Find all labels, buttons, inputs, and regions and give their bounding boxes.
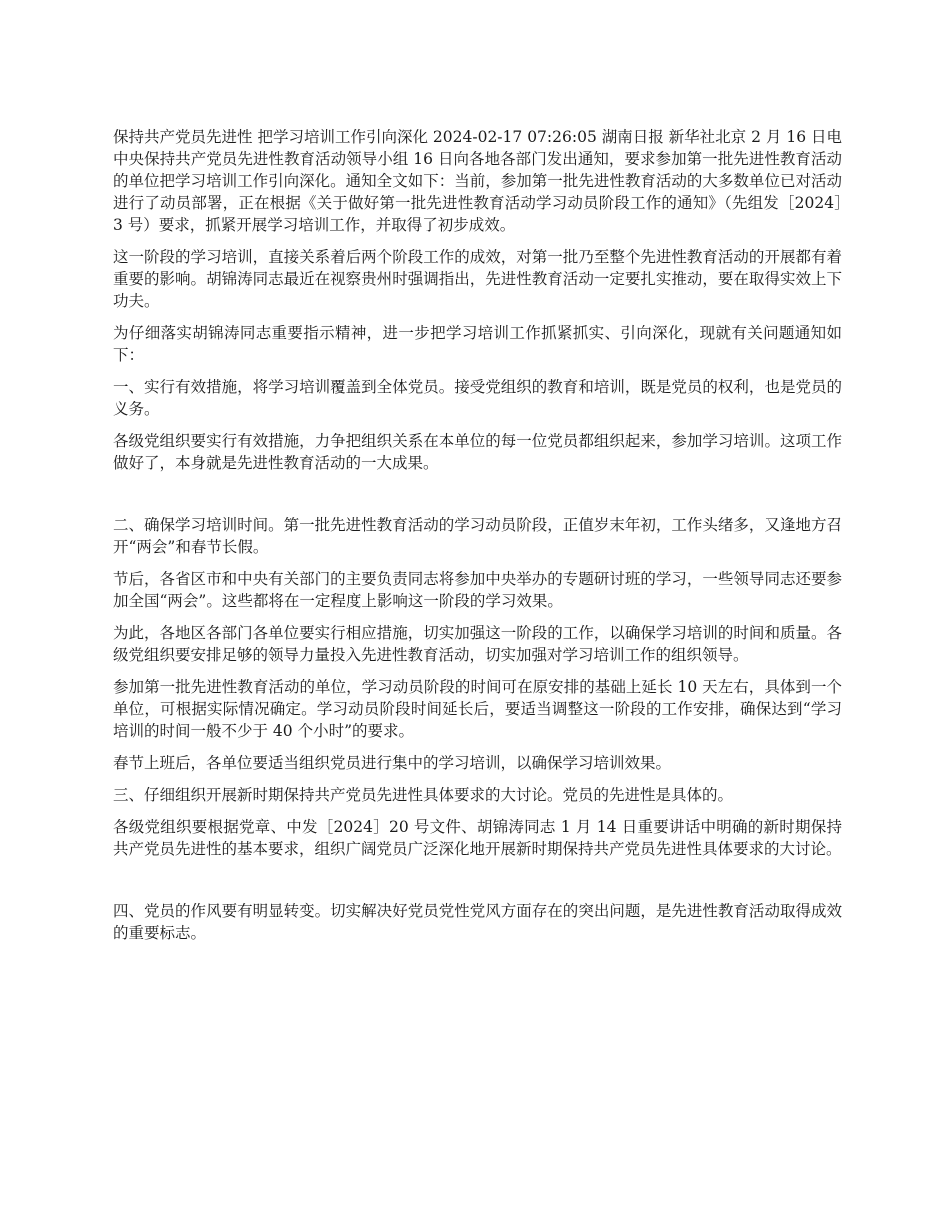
paragraph-section-2-after-festival: 春节上班后，各单位要适当组织党员进行集中的学习培训，以确保学习培训效果。 <box>113 754 672 772</box>
paragraph-spacer <box>113 484 842 514</box>
paragraph-section-1-body: 各级党组织要实行有效措施，力争把组织关系在本单位的每一位党员都组织起来，参加学习培训。这项工作做好了，本身就是先进性教育活动的一大成果。 <box>113 432 842 472</box>
paragraph-section-2-after-holiday: 节后，各省区市和中央有关部门的主要负责同志将参加中央举办的专题研讨班的学习，一些领导同志还要参加全国“两会”。这些都将在一定程度上影响这一阶段的学习效果。 <box>113 570 842 610</box>
paragraph-section-2-extension: 参加第一批先进性教育活动的单位，学习动员阶段的时间可在原安排的基础上延长 10 天左右，具体到一个单位，可根据实际情况确定。学习动员阶段时间延长后，要适当调整这一阶段的工作安排，确保达到“学习培训的时间一般不少于 40 个小时”的要求。 <box>113 678 842 740</box>
paragraph-stage-importance: 这一阶段的学习培训，直接关系着后两个阶段工作的成效，对第一批乃至整个先进性教育活动的开展都有着重要的影响。胡锦涛同志最近在视察贵州时强调指出，先进性教育活动一定要扎实推动，要在取得实效上下功夫。 <box>113 248 842 310</box>
paragraph-section-3-heading: 三、仔细组织开展新时期保持共产党员先进性具体要求的大讨论。党员的先进性是具体的。 <box>113 786 734 804</box>
document-body <box>113 126 842 954</box>
paragraph-spacer <box>113 870 842 900</box>
paragraph-notice-lead: 为仔细落实胡锦涛同志重要指示精神，进一步把学习培训工作抓紧抓实、引向深化，现就有关问题通知如下： <box>113 324 842 364</box>
paragraph-section-1-heading: 一、实行有效措施，将学习培训覆盖到全体党员。接受党组织的教育和培训，既是党员的权利，也是党员的义务。 <box>113 378 842 418</box>
paragraph-section-2-heading: 二、确保学习培训时间。第一批先进性教育活动的学习动员阶段，正值岁末年初，工作头绪多，又逢地方召开“两会”和春节长假。 <box>113 516 842 556</box>
paragraph-intro: 保持共产党员先进性 把学习培训工作引向深化 2024-02-17 07:26:05 湖南日报 新华社北京 2 月 16 日电 中央保持共产党员先进性教育活动领导小组 16 日向各地各部门发出通知，要求参加第一批先进性教育活动的单位把学习培训工作引向深化。通知全文如下：当前，参加第一批先进性教育活动的大多数单位已对活动进行了动员部署，正在根据《关于做好第一批先进性教育活动学习动员阶段工作的通知》（先组发［2024］3 号）要求，抓紧开展学习培训工作，并取得了初步成效。 <box>113 128 842 234</box>
paragraph-section-4-heading: 四、党员的作风要有明显转变。切实解决好党员党性党风方面存在的突出问题，是先进性教育活动取得成效的重要标志。 <box>113 902 842 942</box>
paragraph-section-2-measures: 为此，各地区各部门各单位要实行相应措施，切实加强这一阶段的工作，以确保学习培训的时间和质量。各级党组织要安排足够的领导力量投入先进性教育活动，切实加强对学习培训工作的组织领导。 <box>113 624 842 664</box>
paragraph-section-3-body: 各级党组织要根据党章、中发［2024］20 号文件、胡锦涛同志 1 月 14 日重要讲话中明确的新时期保持共产党员先进性的基本要求，组织广阔党员广泛深化地开展新时期保持共产党员先进性具体要求的大讨论。 <box>113 818 842 858</box>
